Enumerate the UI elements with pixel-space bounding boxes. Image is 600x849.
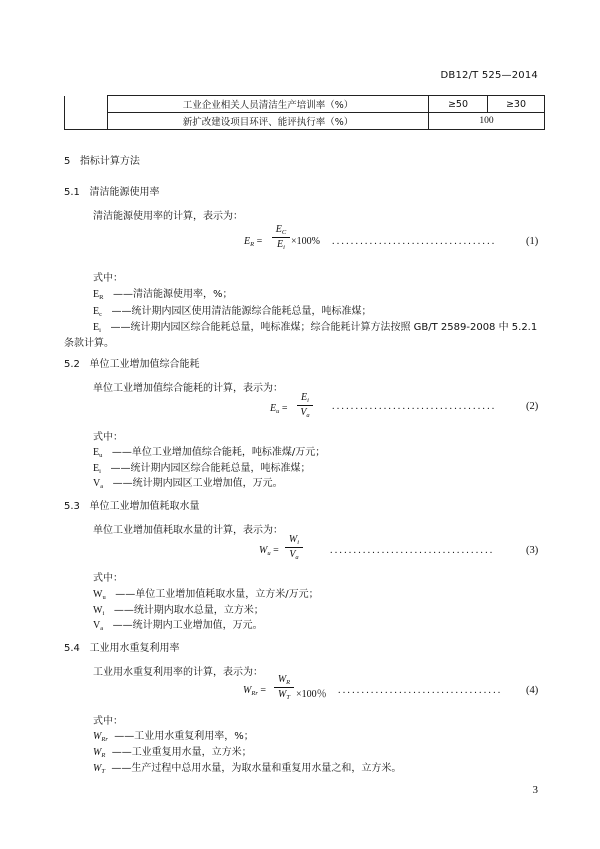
standard-code: DB12/T 525—2014 [440,70,538,81]
table-cell-indicator: 新扩改建设项目环评、能评执行率（%） [108,113,429,130]
where-label: 式中： [93,716,123,727]
variable-definition: $E_i$ ——统计期内园区综合能耗总量，吨标准煤；综合能耗计算方法按照 GB/T 2589-2008 中 5.2.1 [93,322,538,334]
variable-definition: $E_u$ ——单位工业增加值综合能耗，吨标准煤/万元； [93,447,326,459]
formula-lhs: $W_u$ = [259,545,279,557]
definition-continuation: 条款计算。 [64,338,114,349]
table-cell-value: 100 [429,113,545,130]
variable-definition: $E_R$ ——清洁能源使用率，%； [93,289,233,301]
variable-definition: $E_i$ ——统计期内园区综合能耗总量，吨标准煤； [93,463,311,475]
variable-definition: $V_a$ ——统计期内工业增加值，万元。 [93,620,263,632]
formula-intro: 单位工业增加值耗取水量的计算，表示为： [93,525,283,536]
variable-definition: $E_c$ ——统计期内园区使用清洁能源综合能耗总量，吨标准煤； [93,306,372,318]
variable-definition: $W_i$ ——统计期内取水总量，立方米； [93,605,264,617]
page-number: 3 [532,784,538,796]
equation-number: (3) [526,545,539,556]
formula-intro: 工业用水重复利用率的计算，表示为： [93,667,263,678]
where-label: 式中： [93,573,123,584]
formula-lhs: $W_{Rr}$ = [243,685,266,697]
formula-suffix: ×100% [291,236,320,247]
equation-number: (2) [526,401,539,412]
formula-suffix: ×100％ [296,689,327,700]
equation-number: (4) [526,685,539,696]
formula-fraction: $W_R$ $W_T$ [274,674,294,701]
variable-definition: $W_{Rr}$ ——工业用水重复利用率，%； [93,731,254,743]
table-cell-empty [65,96,108,130]
subsection-heading: 5.1 清洁能源使用率 [64,187,160,198]
leader-dots: ................................... [332,236,497,247]
subsection-heading: 5.3 单位工业增加值耗取水量 [64,501,200,512]
indicator-table [64,95,545,130]
variable-definition: $V_a$ ——统计期内园区工业增加值，万元。 [93,478,283,490]
leader-dots: ................................... [338,685,503,696]
where-label: 式中： [93,273,123,284]
formula-lhs: $E_u$ = [270,403,288,415]
formula-intro: 清洁能源使用率的计算，表示为： [93,211,243,222]
formula-fraction: $W_i$ $V_a$ [285,534,303,561]
where-label: 式中： [93,432,123,443]
variable-definition: $W_R$ ——工业重复用水量，立方米； [93,747,252,759]
subsection-heading: 5.4 工业用水重复利用率 [64,643,180,654]
table-row [65,96,545,113]
leader-dots: ................................... [332,401,497,412]
leader-dots: ................................... [330,545,495,556]
table-cell-indicator: 工业企业相关人员清洁生产培训率（%） [108,96,429,113]
formula-lhs: $E_R$ = [244,236,263,248]
equation-number: (1) [526,236,539,247]
table-cell-value: ≥50 [429,96,488,113]
formula-intro: 单位工业增加值综合能耗的计算，表示为： [93,383,283,394]
variable-definition: $W_u$ ——单位工业增加值耗取水量，立方米/万元； [93,589,319,601]
table-row [65,113,545,130]
formula-fraction: $E_C$ $E_i$ [272,224,290,251]
formula-fraction: $E_i$ $V_a$ [297,392,313,419]
subsection-heading: 5.2 单位工业增加值综合能耗 [64,359,200,370]
table-cell-value: ≥30 [488,96,545,113]
variable-definition: $W_T$ ——生产过程中总用水量，为取水量和重复用水量之和，立方米。 [93,763,402,775]
section-heading: 5 指标计算方法 [64,156,140,167]
